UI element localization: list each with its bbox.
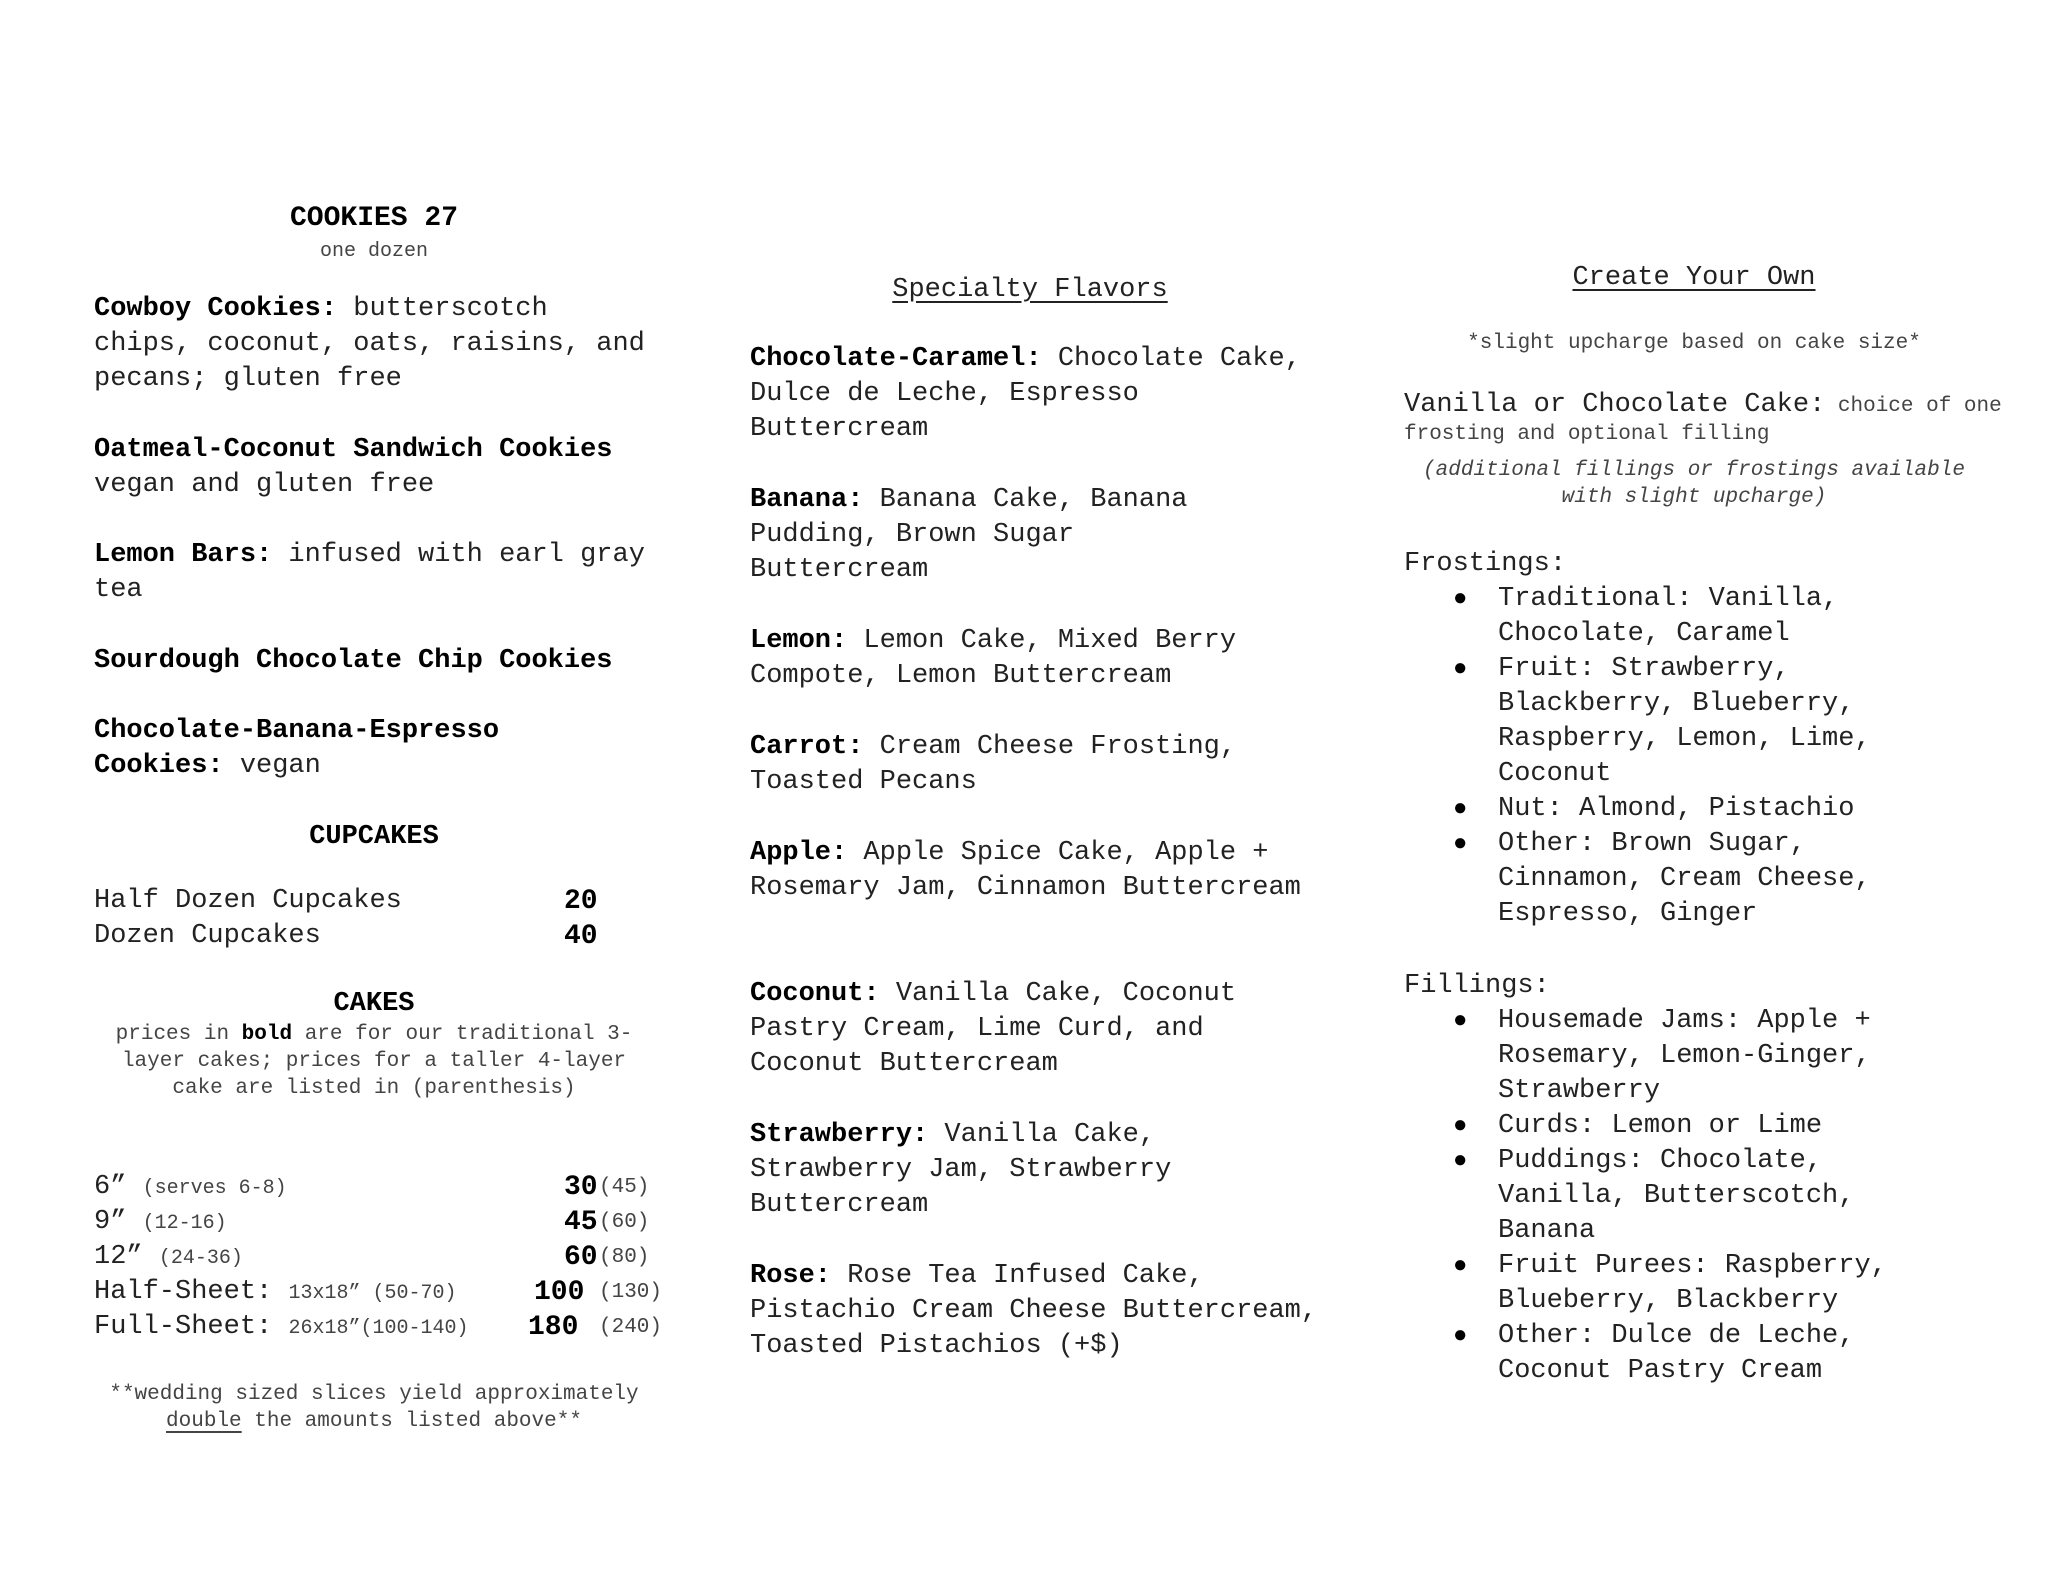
bullet-icon: ● — [1453, 586, 1468, 613]
frosting-text: Traditional: Vanilla, Chocolate, Caramel — [1498, 584, 1839, 649]
list-item — [1404, 652, 1964, 792]
flavor-desc: Vanilla Cake, Strawberry Jam, Strawberry Buttercream — [750, 1120, 1172, 1220]
frostings-label: Frostings: — [1404, 549, 1567, 579]
cake-price: 100 — [534, 1277, 585, 1308]
base-cake — [1404, 391, 2004, 449]
cookie-name: Lemon Bars: — [94, 540, 273, 570]
flavor-name: Lemon: — [750, 626, 848, 656]
cake-row — [94, 1240, 654, 1275]
flavor-desc: Rose Tea Infused Cake, Pistachio Cream Cheese Buttercream, Toasted Pistachios (+$) — [750, 1261, 1318, 1361]
cookie-item-cowboy — [94, 292, 654, 397]
cupcake-price: 20 — [564, 886, 598, 917]
flavor-desc: Banana Cake, Banana Pudding, Brown Sugar Buttercream — [750, 485, 1188, 585]
specialty-title: Specialty Flavors — [892, 275, 1168, 305]
cookie-item-oatmeal — [94, 433, 654, 503]
bullet-icon: ● — [1453, 831, 1468, 858]
flavor-name: Banana: — [750, 485, 864, 515]
cake-size: Half-Sheet: — [94, 1277, 289, 1307]
cookie-name: Chocolate-Banana-Espresso Cookies: — [94, 716, 500, 781]
base-cake-label: Vanilla or Chocolate Cake: — [1404, 390, 1826, 420]
cake-tall-price: (60) — [599, 1211, 650, 1234]
base-cake-desc: choice of one frosting and optional filling — [1404, 395, 2002, 446]
cookie-item-sourdough — [94, 644, 654, 679]
cookie-name: Sourdough Chocolate Chip Cookies — [94, 646, 613, 676]
list-item — [1404, 792, 1964, 827]
bullet-icon: ● — [1453, 1253, 1468, 1280]
frosting-text: Nut: Almond, Pistachio — [1498, 794, 1855, 824]
fillings-list — [1404, 1004, 1964, 1389]
flavor-name: Rose: — [750, 1261, 832, 1291]
cookie-name: Cowboy Cookies: — [94, 294, 338, 324]
cake-price: 60 — [564, 1242, 598, 1273]
filling-text: Fruit Purees: Raspberry, Blueberry, Blackberry — [1498, 1251, 1887, 1316]
cake-size: 6” — [94, 1172, 143, 1202]
flavor-item — [750, 836, 1330, 906]
bullet-icon: ● — [1453, 656, 1468, 683]
bullet-icon: ● — [1453, 1008, 1468, 1035]
cakes-note-text: are for our traditional 3-layer cakes; prices for a taller 4-layer cake are listed in (parenthesis) — [121, 1023, 633, 1100]
cakes-title: CAKES — [333, 989, 415, 1019]
cake-size: 9” — [94, 1207, 143, 1237]
cookie-item-chocolate-banana — [94, 714, 554, 784]
cake-row — [94, 1275, 663, 1310]
filling-text: Housemade Jams: Apple + Rosemary, Lemon-Ginger, Strawberry — [1498, 1006, 1871, 1106]
cake-tall-price: (80) — [599, 1246, 650, 1269]
cakes-note-bold: bold — [241, 1023, 293, 1046]
flavor-item — [750, 977, 1330, 1082]
flavor-name: Chocolate-Caramel: — [750, 344, 1042, 374]
flavor-item — [750, 483, 1250, 588]
cookies-subtitle: one dozen — [319, 240, 429, 263]
flavor-desc: Apple Spice Cake, Apple + Rosemary Jam, Cinnamon Buttercream — [750, 838, 1301, 903]
flavor-desc: Chocolate Cake, Dulce de Leche, Espresso Buttercream — [750, 344, 1301, 444]
flavor-desc: Lemon Cake, Mixed Berry Compote, Lemon Buttercream — [750, 626, 1237, 691]
flavor-name: Coconut: — [750, 979, 880, 1009]
cakes-note-text: prices in — [115, 1023, 242, 1046]
list-item — [1404, 582, 1964, 652]
flavor-item — [750, 342, 1330, 447]
cookie-name: Oatmeal-Coconut Sandwich Cookies — [94, 435, 613, 465]
cake-tall-price: (45) — [599, 1176, 650, 1199]
wedding-note — [94, 1381, 654, 1435]
list-item — [1404, 1249, 1964, 1319]
filling-text: Curds: Lemon or Lime — [1498, 1111, 1823, 1141]
flavor-name: Carrot: — [750, 732, 864, 762]
cookie-desc: butterscotch chips, coconut, oats, raisins, and pecans; gluten free — [94, 294, 645, 394]
cake-serves: (serves 6-8) — [142, 1177, 287, 1200]
cake-price: 45 — [564, 1207, 598, 1238]
upcharge-note: *slight upcharge based on cake size* — [1467, 332, 1921, 355]
bullet-icon: ● — [1453, 1113, 1468, 1140]
bullet-icon: ● — [1453, 796, 1468, 823]
cake-row — [94, 1170, 654, 1205]
frosting-text: Fruit: Strawberry, Blackberry, Blueberry, Raspberry, Lemon, Lime, Coconut — [1498, 654, 1871, 789]
extra-note: (additional fillings or frostings available with slight upcharge) — [1423, 459, 1965, 509]
cookie-desc: infused with earl gray tea — [94, 540, 645, 605]
cake-serves: 26x18”(100-140) — [288, 1317, 469, 1340]
cake-price: 30 — [564, 1172, 598, 1203]
flavor-name: Apple: — [750, 838, 848, 868]
flavor-desc: Cream Cheese Frosting, Toasted Pecans — [750, 732, 1237, 797]
wedding-note-text: the amounts listed above** — [241, 1410, 582, 1433]
cupcake-row — [94, 919, 654, 954]
cake-serves: 13x18” (50-70) — [288, 1282, 457, 1305]
wedding-note-underline: double — [166, 1410, 242, 1433]
cake-serves: (24-36) — [158, 1247, 243, 1270]
cake-row — [94, 1205, 654, 1240]
frosting-text: Other: Brown Sugar, Cinnamon, Cream Cheese, Espresso, Ginger — [1498, 829, 1871, 929]
flavor-item — [750, 624, 1330, 694]
flavor-item — [750, 730, 1330, 800]
filling-text: Puddings: Chocolate, Vanilla, Butterscotch, Banana — [1498, 1146, 1855, 1246]
cakes-note — [94, 1021, 654, 1102]
cookie-desc: vegan — [223, 751, 321, 781]
bullet-icon: ● — [1453, 1148, 1468, 1175]
list-item — [1404, 1004, 1964, 1109]
cupcakes-title: CUPCAKES — [309, 822, 439, 852]
flavor-item — [750, 1259, 1340, 1364]
list-item — [1404, 1319, 1964, 1389]
cake-size: 12” — [94, 1242, 159, 1272]
cake-serves: (12-16) — [142, 1212, 227, 1235]
list-item — [1404, 1144, 1964, 1249]
flavor-item — [750, 1118, 1270, 1223]
fillings-label: Fillings: — [1404, 971, 1550, 1001]
cookie-item-lemon-bars — [94, 538, 654, 608]
list-item — [1404, 1109, 1964, 1144]
cake-size: Full-Sheet: — [94, 1312, 289, 1342]
cake-tall-price: (240) — [599, 1316, 663, 1339]
cookie-desc: vegan and gluten free — [94, 470, 435, 500]
cake-tall-price: (130) — [599, 1281, 663, 1304]
cupcake-label: Half Dozen Cupcakes — [94, 886, 402, 916]
list-item — [1404, 827, 1964, 932]
cake-row — [94, 1310, 663, 1345]
cake-price: 180 — [528, 1312, 579, 1343]
cupcake-label: Dozen Cupcakes — [94, 921, 321, 951]
wedding-note-text: **wedding sized slices yield approximately — [109, 1383, 639, 1406]
flavor-desc: Vanilla Cake, Coconut Pastry Cream, Lime Curd, and Coconut Buttercream — [750, 979, 1237, 1079]
filling-text: Other: Dulce de Leche, Coconut Pastry Cream — [1498, 1321, 1855, 1386]
frostings-list — [1404, 582, 1964, 932]
cupcake-row — [94, 884, 654, 919]
cookies-title: COOKIES 27 — [289, 203, 459, 234]
cupcake-price: 40 — [564, 921, 598, 952]
flavor-name: Strawberry: — [750, 1120, 929, 1150]
create-title: Create Your Own — [1572, 263, 1816, 293]
bullet-icon: ● — [1453, 1323, 1468, 1350]
